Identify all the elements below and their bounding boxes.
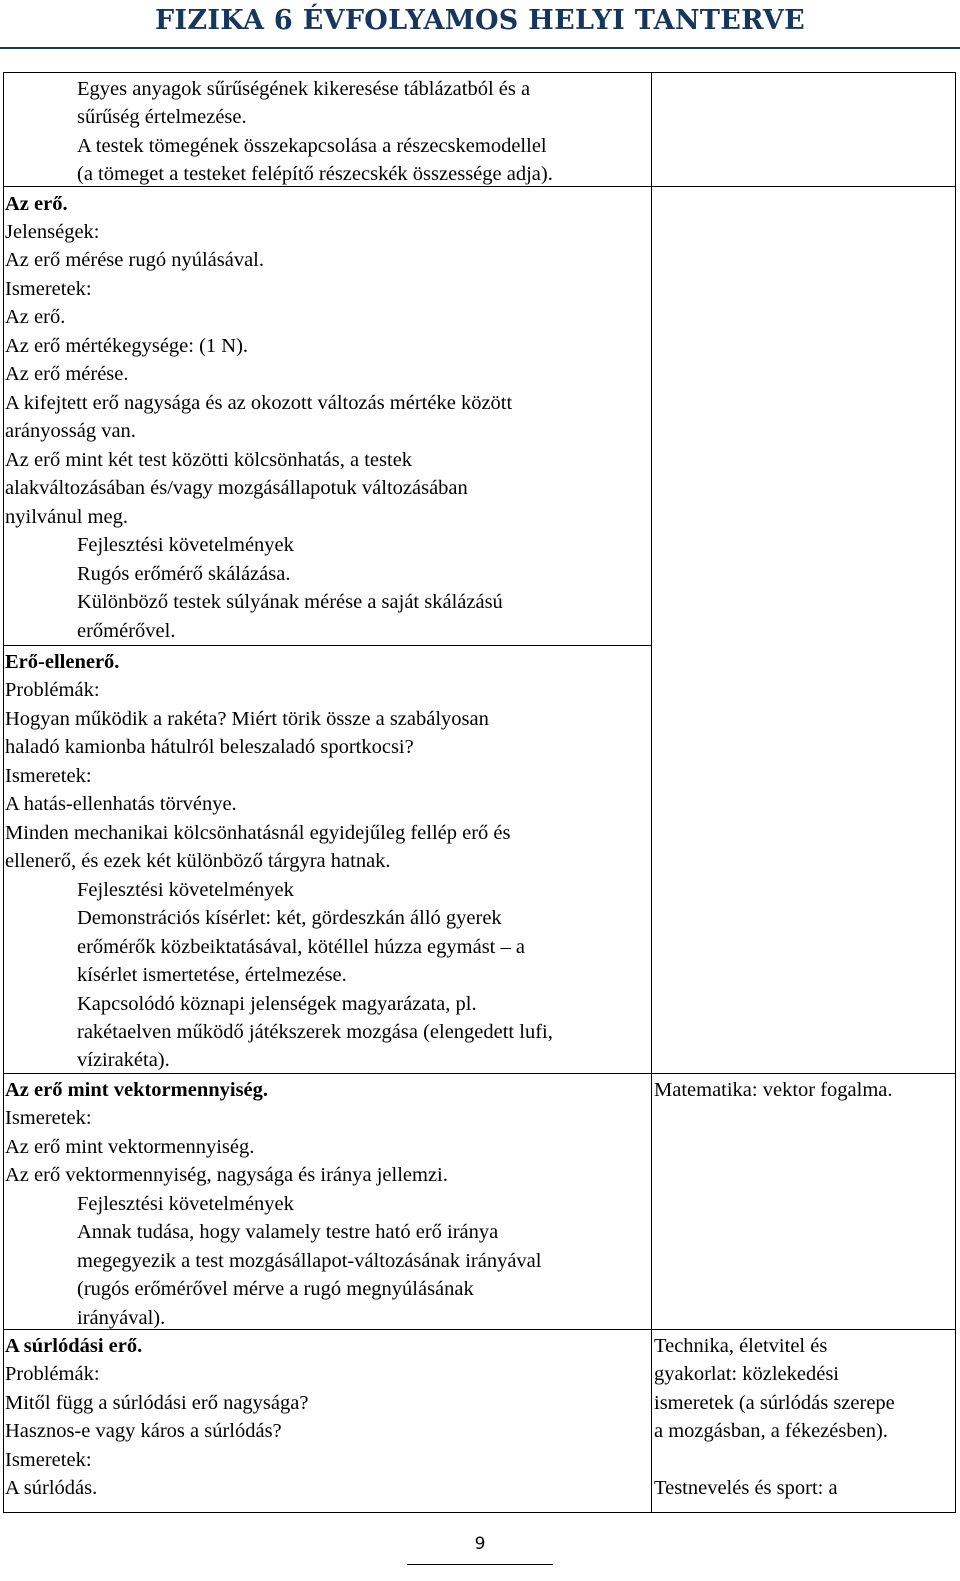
row5-side-line-2: gyakorlat: közlekedési (654, 1363, 840, 1385)
row2-line-8: A kifejtett erő nagysága és az okozott változás mértéke között (5, 392, 513, 414)
row3-line-4: haladó kamionba hátulról beleszaladó sportkocsi? (5, 736, 414, 758)
row3-line-3: Hogyan működik a rakéta? Miért törik össze a szabályosan (5, 708, 489, 730)
row4-side-note: Matematika: vektor fogalma. (654, 1079, 893, 1101)
row3-line-5: Ismeretek: (5, 765, 92, 787)
row2-line-5: Az erő. (5, 306, 66, 328)
row4-line-9: irányával). (77, 1307, 166, 1329)
column-divider (651, 72, 652, 1513)
row3-line-13: Kapcsolódó köznapi jelenségek magyarázata, pl. (77, 993, 477, 1015)
row4-line-3: Az erő mint vektormennyiség. (5, 1136, 255, 1158)
row4-line-8: (rugós erőmérővel mérve a rugó megnyúlásának (77, 1278, 474, 1300)
row2-line-6: Az erő mértékegysége: (1 N). (5, 335, 249, 357)
row3-line-14: rakétaelven működő játékszerek mozgása (elengedett lufi, (77, 1021, 553, 1043)
row1-line-2: sűrűség értelmezése. (77, 106, 247, 128)
row2-line-14: Rugós erőmérő skálázása. (77, 563, 291, 585)
row3-line-11: erőmérők közbeiktatásával, kötéllel húzza egymást – a (77, 936, 525, 958)
row3-line-7: Minden mechanikai kölcsönhatásnál egyidejűleg fellép erő és (5, 822, 511, 844)
row5-line-4: Hasznos-e vagy káros a súrlódás? (5, 1420, 282, 1442)
row3-line-2: Problémák: (5, 679, 100, 701)
row2-line-12: nyilvánul meg. (5, 506, 128, 528)
row2-line-11: alakváltozásában és/vagy mozgásállapotuk változásában (5, 477, 468, 499)
footer-divider (407, 1564, 553, 1565)
section-heading-vektormennyiseg: Az erő mint vektormennyiség. (5, 1079, 269, 1101)
row3-line-10: Demonstrációs kísérlet: két, gördeszkán álló gyerek (77, 907, 502, 929)
row2-line-10: Az erő mint két test közötti kölcsönhatás, a testek (5, 449, 413, 471)
row5-side-line-3: ismeretek (a súrlódás szerepe (654, 1392, 895, 1414)
row5-line-2: Problémák: (5, 1363, 100, 1385)
row5-side-line-4: a mozgásban, a fékezésben). (654, 1420, 888, 1442)
section-heading-ero-ellenero: Erő-ellenerő. (5, 651, 120, 673)
row4-line-6: Annak tudása, hogy valamely testre ható erő iránya (77, 1221, 499, 1243)
row2-line-3: Az erő mérése rugó nyúlásával. (5, 249, 264, 271)
row1-line-1: Egyes anyagok sűrűségének kikeresése táblázatból és a (77, 78, 531, 100)
row2-line-16: erőmérővel. (77, 620, 176, 642)
page-number: 9 (474, 1534, 486, 1554)
row2-line-13: Fejlesztési követelmények (77, 534, 294, 556)
row3-line-9: Fejlesztési követelmények (77, 879, 294, 901)
row1-line-3: A testek tömegének összekapcsolása a részecskemodellel (77, 135, 547, 157)
row5-line-3: Mitől függ a súrlódási erő nagysága? (5, 1392, 309, 1414)
row5-side-line-5: Testnevelés és sport: a (654, 1477, 838, 1499)
row3-line-12: kísérlet ismertetése, értelmezése. (77, 964, 347, 986)
row4-line-2: Ismeretek: (5, 1107, 92, 1129)
row4-line-5: Fejlesztési követelmények (77, 1193, 294, 1215)
row2-line-15: Különböző testek súlyának mérése a saját skálázású (77, 591, 503, 613)
row2-line-7: Az erő mérése. (5, 363, 129, 385)
row3-line-15: vízirakéta). (77, 1049, 170, 1071)
row1-line-4: (a tömeget a testeket felépítő részecskék összessége adja). (77, 163, 553, 185)
section-heading-az-ero: Az erő. (5, 193, 68, 215)
row4-line-4: Az erő vektormennyiség, nagysága és iránya jellemzi. (5, 1164, 448, 1186)
row2-line-9: arányosság van. (5, 420, 136, 442)
row3-line-8: ellenerő, és ezek két különböző tárgyra hatnak. (5, 850, 391, 872)
row3-line-6: A hatás-ellenhatás törvénye. (5, 793, 237, 815)
section-heading-surlodasi-ero: A súrlódási erő. (5, 1335, 143, 1357)
row5-line-5: Ismeretek: (5, 1449, 92, 1471)
row2-line-2: Jelenségek: (5, 221, 100, 243)
row5-side-line-1: Technika, életvitel és (654, 1335, 828, 1357)
row4-line-7: megegyezik a test mozgásállapot-változásának irányával (77, 1250, 542, 1272)
header-divider (0, 47, 960, 49)
row2-line-4: Ismeretek: (5, 278, 92, 300)
row5-line-6: A súrlódás. (5, 1477, 98, 1499)
page-header (0, 0, 960, 50)
document-title: FIZIKA 6 ÉVFOLYAMOS HELYI TANTERVE (154, 5, 806, 36)
